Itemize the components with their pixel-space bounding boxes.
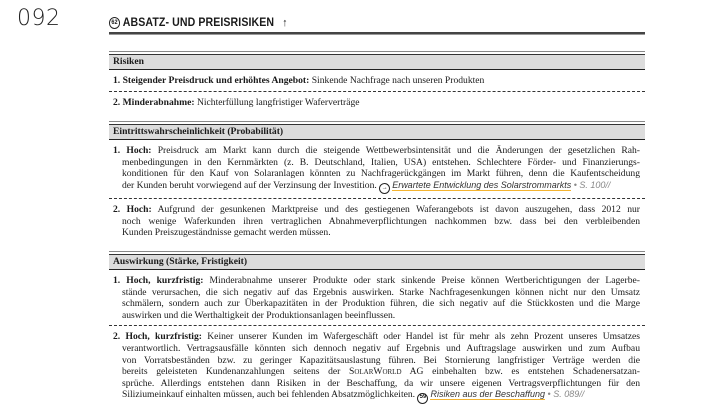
list-item bbox=[109, 91, 645, 113]
item-text: bereits geleisteten Kundenanzahlungen seitens der SolarWorld AG einbehalten bzw. es entstehen Schadenersatzan- bbox=[122, 366, 640, 378]
text-line bbox=[113, 204, 640, 216]
text-line bbox=[113, 366, 640, 378]
title-rule bbox=[109, 32, 645, 35]
item-text: konditionen für den Kauf von Solaranlagen könnten zu Nachfragerückgängen im Markt führen, denn die Kaufentscheidung bbox=[122, 168, 640, 180]
section-heading: Eintrittswahrscheinlichkeit (Probabilität) bbox=[109, 124, 645, 140]
text-line bbox=[113, 298, 640, 310]
item-text: der Kunden beruht vorwiegend auf der Verzinsung der Investition. bbox=[122, 179, 380, 191]
text-line bbox=[113, 389, 640, 403]
item-text: Aufgrund der gesunkenen Marktpreise und des gestiegenen Waferangebots ist davon auszugehen, dass 2012 nur bbox=[151, 204, 640, 216]
item-label: 2. Hoch: bbox=[113, 204, 152, 216]
section-title-text: ABSATZ- UND PREISRISIKEN bbox=[122, 17, 275, 29]
item-text: auswirken und die Werthaltigkeit der Produktionsanlagen beeinflussen. bbox=[122, 309, 396, 321]
section-badge-icon: 62 bbox=[109, 17, 120, 29]
arrow-up-icon[interactable]: ↑ bbox=[282, 17, 288, 29]
item-text: von Vorratsbeständen bzw. zu geringer Kapazitätsauslastung führen. Bei Stornierung langfristiger Verträge werden die bbox=[122, 354, 640, 366]
page-number: 092 bbox=[17, 6, 61, 31]
cross-reference-link[interactable]: Erwartete Entwicklung des Solarstrommarkts bbox=[392, 179, 572, 190]
item-label: 1. Steigender Preisdruck und erhöhtes Angebot: bbox=[113, 75, 310, 86]
list-item bbox=[109, 140, 645, 198]
list-item bbox=[109, 325, 645, 407]
text-line bbox=[113, 97, 640, 109]
risk-section bbox=[109, 53, 645, 112]
text-line bbox=[113, 180, 640, 194]
section-title bbox=[109, 17, 288, 29]
risk-section bbox=[109, 123, 645, 243]
list-item bbox=[109, 270, 645, 325]
item-label: 1. Hoch, kurzfristig: bbox=[113, 275, 204, 286]
company-name: SolarWorld bbox=[349, 366, 402, 378]
item-text: Keiner unserer Kunden im Wafergeschäft oder Handel ist für mehr als zehn Prozent unseres Umsatzes bbox=[201, 331, 640, 343]
item-text: noch wenige Waferkunden ihren vertraglichen Abnahmeverpflichtungen nachkommen bzw. dass bei den verbleibenden bbox=[122, 215, 640, 227]
cross-reference-icon: → bbox=[379, 183, 390, 194]
text-line bbox=[113, 378, 640, 390]
item-text: Nichterfüllung langfristiger Waferverträge bbox=[194, 96, 360, 108]
text-line bbox=[113, 310, 640, 322]
item-text: Minderabnahme unserer Produkte oder stark sinkende Preise können Wertberichtigungen der Lagerbe- bbox=[203, 275, 640, 286]
page-reference: • S. 089// bbox=[545, 389, 585, 400]
cross-reference-link[interactable]: Risiken aus der Beschaffung bbox=[430, 389, 546, 400]
item-text: Preisdruck am Markt kann durch die steigende Wettbewerbsintensität und die Änderungen der gesetzlichen Rah- bbox=[151, 145, 640, 156]
item-text: Kunden Preiszugeständnisse gemacht werden müssen. bbox=[122, 227, 331, 239]
text-line bbox=[113, 216, 640, 228]
item-label: 1. Hoch: bbox=[113, 145, 152, 156]
text-line bbox=[113, 275, 640, 287]
text-line bbox=[113, 343, 640, 355]
text-line bbox=[113, 168, 640, 180]
text-line bbox=[113, 331, 640, 343]
section-heading: Risiken bbox=[109, 54, 645, 70]
text-line bbox=[113, 75, 640, 87]
list-item bbox=[109, 198, 645, 243]
text-line bbox=[113, 157, 640, 169]
item-text: sprüche. Allerdings entstehen dann Risiken in der Beschaffung, da wir unsere eigenen Vertragsverpflichtungen für den bbox=[122, 377, 640, 389]
page-reference: • S. 100// bbox=[571, 179, 611, 190]
item-text: menbedingungen in den Kernmärkten (z. B. Deutschland, Italien, USA) entstehen. Schlechtere Förder- und Finanzierungs- bbox=[122, 156, 640, 168]
item-text: schmälern, sondern auch zur Überkapazitäten in der Produktion führen, die sich negativ auf die Stückkosten und die Marge bbox=[122, 298, 640, 310]
item-text: Sinkende Nachfrage nach unseren Produkten bbox=[309, 75, 485, 86]
item-label: 2. Minderabnahme: bbox=[113, 96, 195, 108]
item-text: Siliziumeinkauf einhalten müssen, auch bei fehlenden Absatzmöglichkeiten. bbox=[122, 389, 418, 401]
text-line bbox=[113, 355, 640, 367]
section-heading: Auswirkung (Stärke, Fristigkeit) bbox=[109, 254, 645, 270]
list-item bbox=[109, 70, 645, 91]
text-line bbox=[113, 287, 640, 299]
text-line bbox=[113, 145, 640, 157]
risk-section bbox=[109, 253, 645, 408]
item-label: 2. Hoch, kurzfristig: bbox=[113, 331, 202, 343]
item-text: stände verursachen, die sich negativ auf das Ergebnis auswirken. Starke Nachfragesenkungen können nicht nur den Umsatz bbox=[122, 286, 640, 298]
text-line bbox=[113, 227, 640, 239]
item-text: verantwortlich. Vertragsausfälle könnten sich dennoch negativ auf Ergebnis und Auftragslage auswirken und zum Aufbau bbox=[122, 342, 640, 354]
cross-reference-icon: 59 bbox=[417, 393, 428, 404]
